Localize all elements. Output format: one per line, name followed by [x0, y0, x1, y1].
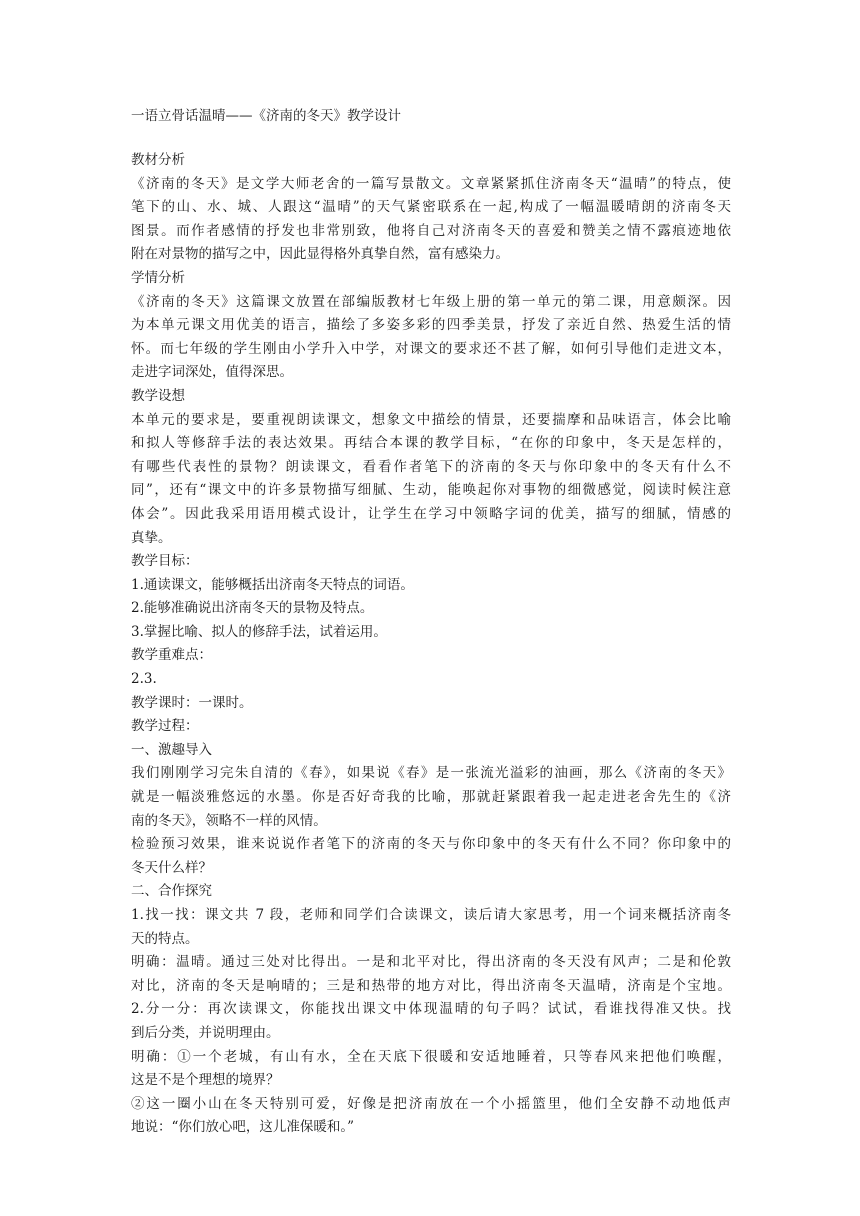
paragraph-line: 为本单元课文用优美的语言，描绘了多姿多彩的四季美景，抒发了亲近自然、热爱生活的情 [131, 317, 731, 334]
paragraph-line: 明确：①一个老城，有山有水，全在天底下很暖和安适地睡着，只等春风来把他们唤醒， [131, 1048, 731, 1065]
paragraph-line: 明确：温晴。通过三处对比得出。一是和北平对比，得出济南的冬天没有风声；二是和伦敦 [131, 954, 731, 971]
paragraph-line: 到后分类，并说明理由。 [131, 1024, 280, 1041]
paragraph-line: 天的特点。 [131, 930, 199, 947]
paragraph-line: 走进字词深处，值得深思。 [131, 364, 293, 381]
paragraph-line: 地说：“你们放心吧，这儿准保暖和。” [131, 1119, 355, 1136]
paragraph-line: 我们刚刚学习完朱自清的《春》，如果说《春》是一张流光溢彩的油画，那么《济南的冬天》 [131, 765, 731, 782]
paragraph-line: 1.找一找：课文共 7 段，老师和同学们合读课文，读后请大家思考，用一个词来概括济南冬 [131, 907, 731, 923]
paragraph-line: 有哪些代表性的景物？朗读课文，看看作者笔下的济南的冬天与你印象中的冬天有什么不 [131, 458, 731, 475]
paragraph-line: 笔下的山、水、城、人跟这“温晴”的天气紧密联系在一起,构成了一幅温暖晴朗的济南冬天 [131, 199, 731, 216]
section-heading: 学情分析 [131, 269, 185, 286]
paragraph-line: 附在对景物的描写之中，因此显得格外真挚自然，富有感染力。 [131, 246, 509, 263]
paragraph-line: ②这一圈小山在冬天特别可爱，好像是把济南放在一个小摇篮里，他们全安静不动地低声 [131, 1095, 731, 1112]
paragraph-line: 南的冬天》，领略不一样的风情。 [131, 812, 327, 829]
paragraph-line: 本单元的要求是，要重视朗读课文，想象文中描绘的情景，还要揣摩和品味语言，体会比喻 [131, 411, 731, 428]
section-heading: 3.掌握比喻、拟人的修辞手法，试着运用。 [131, 623, 387, 640]
section-heading: 冬天什么样？ [131, 859, 212, 876]
paragraph-line: 体会”。因此我采用语用模式设计，让学生在学习中领略字词的优美，描写的细腻，情感的 [131, 505, 731, 522]
document-body [131, 149, 731, 1140]
paragraph-line: 对比，济南的冬天是响晴的；三是和热带的地方对比，得出济南冬天温晴，济南是个宝地。 [131, 977, 731, 994]
paragraph-line: 图景。而作者感情的抒发也非常别致，他将自己对济南冬天的喜爱和赞美之情不露痕迹地依 [131, 222, 731, 239]
paragraph-line: 2.能够准确说出济南冬天的景物及特点。 [131, 600, 374, 617]
paragraph-line: 同”，还有“课文中的许多景物描写细腻、生动，能唤起你对事物的细微感觉，阅读时候注意 [131, 482, 731, 499]
paragraph-line: 《济南的冬天》这篇课文放置在部编版教材七年级上册的第一单元的第二课，用意颇深。因 [131, 293, 731, 310]
section-heading: 教材分析 [131, 152, 185, 168]
paragraph-line: 和拟人等修辞手法的表达效果。再结合本课的教学目标，“在你的印象中，冬天是怎样的， [131, 435, 731, 452]
section-heading: 2.3. [131, 671, 157, 688]
paragraph-line: 这是不是个理想的境界？ [131, 1072, 280, 1089]
paragraph-line: 教学重难点： [131, 647, 212, 664]
paragraph-line: 《济南的冬天》是文学大师老舍的一篇写景散文。文章紧紧抓住济南冬天“温晴”的特点，使 [131, 175, 731, 192]
paragraph-line: 检验预习效果，谁来说说作者笔下的济南的冬天与你印象中的冬天有什么不同？你印象中的 [131, 836, 731, 853]
paragraph-line: 怀。而七年级的学生刚由小学升入中学，对课文的要求还不甚了解，如何引导他们走进文本， [131, 340, 731, 357]
paragraph-line: 二、合作探究 [131, 883, 212, 900]
paragraph-line: 2.分一分：再次读课文，你能找出课文中体现温晴的句子吗？试试，看谁找得准又快。找 [131, 1001, 731, 1018]
paragraph-line: 一、激趣导入 [131, 741, 212, 758]
document-title: 一语立骨话温晴——《济南的冬天》教学设计 [131, 108, 401, 124]
paragraph-line: 就是一幅淡雅悠远的水墨。你是否好奇我的比喻，那就赶紧跟着我一起走进老舍先生的《济 [131, 789, 731, 806]
section-heading: 教学设想 [131, 387, 185, 404]
section-heading: 教学课时：一课时。 [131, 694, 253, 711]
section-heading: 真挚。 [131, 529, 172, 546]
paragraph-line: 1.通读课文，能够概括出济南冬天特点的词语。 [131, 576, 414, 593]
paragraph-line: 教学目标： [131, 553, 199, 570]
section-heading: 教学过程： [131, 718, 199, 735]
